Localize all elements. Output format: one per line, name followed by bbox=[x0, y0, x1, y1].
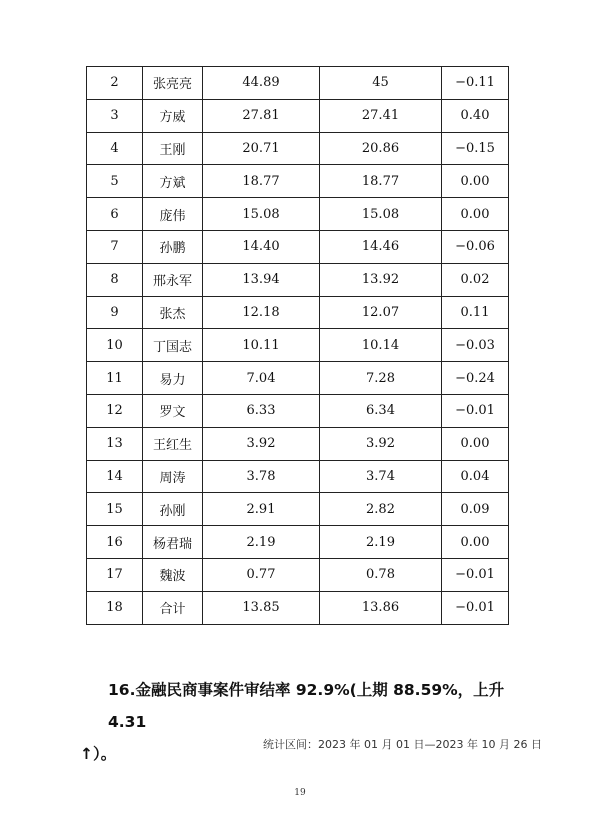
cell-name: 张杰 bbox=[143, 296, 203, 329]
cell-name: 王刚 bbox=[143, 132, 203, 165]
cell-rank: 7 bbox=[87, 230, 143, 263]
cell-change: −0.03 bbox=[442, 329, 509, 362]
cell-current: 2.19 bbox=[203, 526, 320, 559]
heading-line-2: ↑）。 bbox=[80, 745, 117, 763]
table-row bbox=[87, 329, 509, 362]
cell-rank: 14 bbox=[87, 460, 143, 493]
cell-rank: 15 bbox=[87, 493, 143, 526]
cell-rank: 9 bbox=[87, 296, 143, 329]
cell-rank: 2 bbox=[87, 67, 143, 100]
cell-change: 0.40 bbox=[442, 99, 509, 132]
cell-current: 6.33 bbox=[203, 394, 320, 427]
cell-previous: 2.19 bbox=[320, 526, 442, 559]
table-row bbox=[87, 362, 509, 395]
cell-change: −0.15 bbox=[442, 132, 509, 165]
heading-line-1: 16.金融民商事案件审结率 92.9%(上期 88.59%，上升 4.31 bbox=[108, 681, 505, 731]
cell-name: 方威 bbox=[143, 99, 203, 132]
table-row bbox=[87, 460, 509, 493]
cell-change: 0.09 bbox=[442, 493, 509, 526]
cell-name: 王红生 bbox=[143, 427, 203, 460]
cell-current: 2.91 bbox=[203, 493, 320, 526]
cell-name: 孙鹏 bbox=[143, 230, 203, 263]
page-number: 19 bbox=[294, 788, 306, 798]
table-row bbox=[87, 198, 509, 231]
cell-rank: 17 bbox=[87, 558, 143, 591]
cell-change: −0.01 bbox=[442, 394, 509, 427]
table-row bbox=[87, 427, 509, 460]
cell-name: 丁国志 bbox=[143, 329, 203, 362]
cell-previous: 3.74 bbox=[320, 460, 442, 493]
cell-previous: 3.92 bbox=[320, 427, 442, 460]
table-row bbox=[87, 558, 509, 591]
cell-name: 邢永军 bbox=[143, 263, 203, 296]
cell-change: 0.11 bbox=[442, 296, 509, 329]
cell-name: 周涛 bbox=[143, 460, 203, 493]
cell-name: 罗文 bbox=[143, 394, 203, 427]
cell-current: 18.77 bbox=[203, 165, 320, 198]
cell-previous: 20.86 bbox=[320, 132, 442, 165]
section-heading bbox=[80, 674, 528, 770]
cell-change: 0.02 bbox=[442, 263, 509, 296]
cell-change: 0.00 bbox=[442, 198, 509, 231]
cell-previous: 0.78 bbox=[320, 558, 442, 591]
cell-change: −0.01 bbox=[442, 591, 509, 624]
cell-name: 方斌 bbox=[143, 165, 203, 198]
cell-current: 3.92 bbox=[203, 427, 320, 460]
cell-previous: 6.34 bbox=[320, 394, 442, 427]
table-row bbox=[87, 591, 509, 624]
cell-current: 14.40 bbox=[203, 230, 320, 263]
cell-name: 魏波 bbox=[143, 558, 203, 591]
cell-previous: 14.46 bbox=[320, 230, 442, 263]
cell-rank: 16 bbox=[87, 526, 143, 559]
cell-previous: 12.07 bbox=[320, 296, 442, 329]
cell-current: 20.71 bbox=[203, 132, 320, 165]
cell-rank: 8 bbox=[87, 263, 143, 296]
cell-current: 27.81 bbox=[203, 99, 320, 132]
cell-current: 3.78 bbox=[203, 460, 320, 493]
cell-previous: 45 bbox=[320, 67, 442, 100]
cell-previous: 13.86 bbox=[320, 591, 442, 624]
cell-rank: 12 bbox=[87, 394, 143, 427]
cell-rank: 10 bbox=[87, 329, 143, 362]
cell-change: 0.00 bbox=[442, 526, 509, 559]
cell-rank: 13 bbox=[87, 427, 143, 460]
table-row bbox=[87, 99, 509, 132]
cell-previous: 13.92 bbox=[320, 263, 442, 296]
cell-change: −0.11 bbox=[442, 67, 509, 100]
cell-rank: 6 bbox=[87, 198, 143, 231]
table-row bbox=[87, 394, 509, 427]
cell-name: 张亮亮 bbox=[143, 67, 203, 100]
cell-previous: 18.77 bbox=[320, 165, 442, 198]
table-row bbox=[87, 230, 509, 263]
cell-change: −0.01 bbox=[442, 558, 509, 591]
cell-current: 44.89 bbox=[203, 67, 320, 100]
cell-previous: 10.14 bbox=[320, 329, 442, 362]
cell-rank: 5 bbox=[87, 165, 143, 198]
statistics-table bbox=[86, 66, 509, 625]
cell-previous: 2.82 bbox=[320, 493, 442, 526]
table-row bbox=[87, 296, 509, 329]
cell-current: 13.85 bbox=[203, 591, 320, 624]
cell-name: 杨君瑞 bbox=[143, 526, 203, 559]
cell-change: −0.24 bbox=[442, 362, 509, 395]
cell-name: 合计 bbox=[143, 591, 203, 624]
cell-previous: 7.28 bbox=[320, 362, 442, 395]
cell-current: 12.18 bbox=[203, 296, 320, 329]
cell-name: 庞伟 bbox=[143, 198, 203, 231]
cell-change: 0.00 bbox=[442, 165, 509, 198]
table-row bbox=[87, 67, 509, 100]
cell-current: 15.08 bbox=[203, 198, 320, 231]
cell-name: 易力 bbox=[143, 362, 203, 395]
cell-rank: 18 bbox=[87, 591, 143, 624]
cell-current: 7.04 bbox=[203, 362, 320, 395]
table-row bbox=[87, 493, 509, 526]
cell-current: 13.94 bbox=[203, 263, 320, 296]
cell-change: −0.06 bbox=[442, 230, 509, 263]
cell-change: 0.04 bbox=[442, 460, 509, 493]
table-row bbox=[87, 165, 509, 198]
cell-rank: 4 bbox=[87, 132, 143, 165]
cell-name: 孙刚 bbox=[143, 493, 203, 526]
cell-previous: 15.08 bbox=[320, 198, 442, 231]
cell-current: 10.11 bbox=[203, 329, 320, 362]
statistics-period-note: 统计区间：2023 年 01 月 01 日—2023 年 10 月 26 日 bbox=[263, 738, 542, 751]
table-row bbox=[87, 132, 509, 165]
table-row bbox=[87, 263, 509, 296]
cell-change: 0.00 bbox=[442, 427, 509, 460]
cell-rank: 3 bbox=[87, 99, 143, 132]
cell-previous: 27.41 bbox=[320, 99, 442, 132]
cell-rank: 11 bbox=[87, 362, 143, 395]
cell-current: 0.77 bbox=[203, 558, 320, 591]
table-row bbox=[87, 526, 509, 559]
table-body bbox=[87, 67, 509, 625]
